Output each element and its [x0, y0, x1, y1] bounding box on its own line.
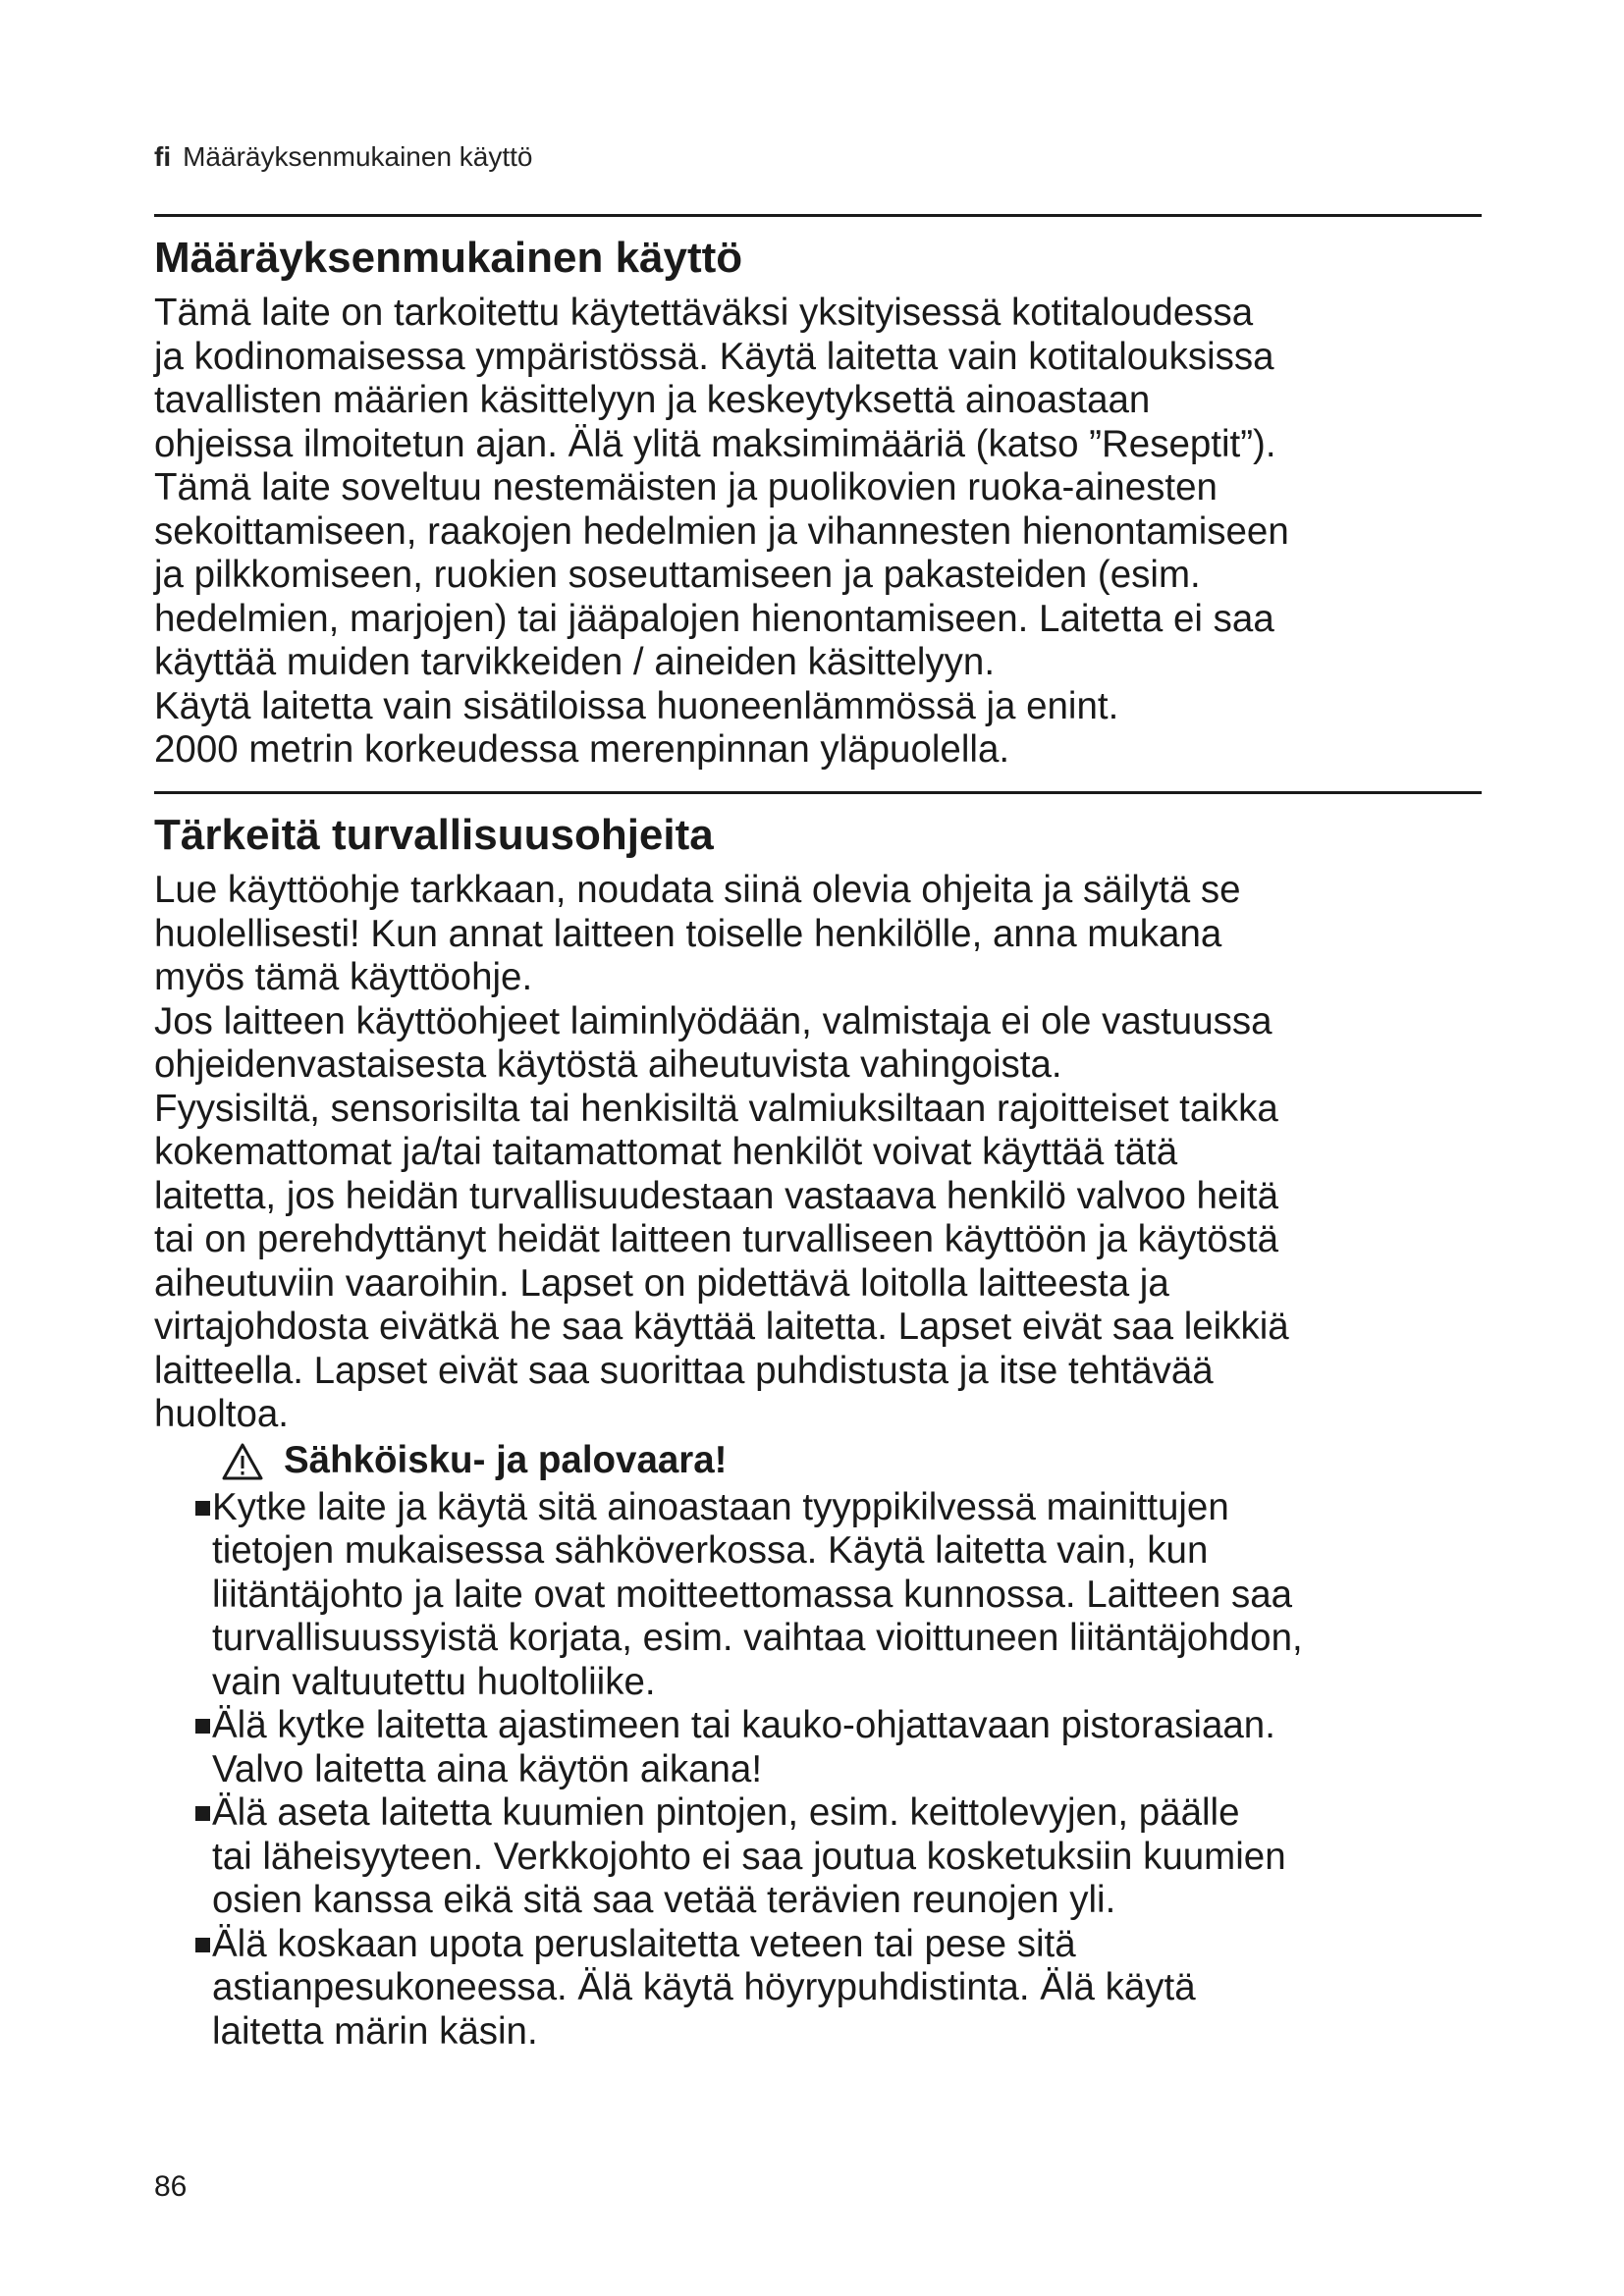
- paragraph: Jos laitteen käyttöohjeet laiminlyödään, valmistaja ei ole vastuussa ohjeidenvastaisesta käytöstä aiheutuvista vahingoista.: [154, 999, 1272, 1086]
- warning-heading: [221, 1437, 1482, 1486]
- running-header-title: Määräyksenmukainen käyttö: [183, 141, 533, 172]
- list-item: [154, 1486, 1482, 1705]
- warning-list: [154, 1486, 1482, 2055]
- paragraph: Tämä laite soveltuu nestemäisten ja puolikovien ruoka-ainesten sekoittamiseen, raakojen hedelmien ja vihannesten hienontamiseen ja pilkkomiseen, ruokien soseuttamiseen ja pakasteiden (esim. hedelmien, marjojen) tai jääpalojen hienontamiseen. Laitetta ei saa käyttää muiden tarvikkeiden / aineiden käsittelyyn.: [154, 466, 1289, 683]
- warning-title: Sähköisku- ja palovaara!: [284, 1439, 728, 1482]
- warning-triangle-icon: [221, 1442, 264, 1481]
- section-title: Määräyksenmukainen käyttö: [154, 234, 743, 282]
- language-code: fi: [154, 141, 172, 172]
- section-intended-use: [154, 214, 1482, 773]
- paragraph: Käytä laitetta vain sisätiloissa huoneenlämmössä ja enint. 2000 metrin korkeudessa merenpinnan yläpuolella.: [154, 684, 1119, 771]
- list-item: [154, 1791, 1482, 1923]
- list-item-text: Älä aseta laitetta kuumien pintojen, esim. keittolevyjen, päälle tai läheisyyteen. Verkkojohto ei saa joutua kosketuksiin kuumien osien kanssa eikä sitä saa vetää terävien reunojen yli.: [212, 1791, 1286, 1921]
- page-number: 86: [154, 2170, 188, 2203]
- section-divider: [154, 214, 1482, 217]
- section-safety-instructions: [154, 791, 1482, 2054]
- list-item: [154, 1704, 1482, 1791]
- running-header: [154, 140, 533, 174]
- paragraph: Fyysisiltä, sensorisilta tai henkisiltä valmiuksiltaan rajoitteiset taikka kokemattomat ja/tai taitamattomat henkilöt voivat käyttää tätä laitetta, jos heidän turvallisuudestaan vastaava henkilö valvoo heitä tai on perehdyttänyt heidät laitteen turvalliseen käyttöön ja käytöstä aiheutuviin vaaroihin. Lapset on pidettävä loitolla laitteesta ja virtajohdosta eivätkä he saa käyttää laitetta. Lapset eivät saa leikkiä laitteella. Lapset eivät saa suorittaa puhdistusta ja itse tehtävää huoltoa.: [154, 1087, 1289, 1435]
- bullet-square-icon: [195, 1719, 210, 1734]
- bullet-square-icon: [195, 1938, 210, 1952]
- section-divider: [154, 791, 1482, 794]
- list-item: [154, 1923, 1482, 2055]
- section-title: Tärkeitä turvallisuusohjeita: [154, 811, 714, 859]
- paragraph: Tämä laite on tarkoitettu käytettäväksi yksityisessä kotitaloudessa ja kodinomaisessa ympäristössä. Käytä laitetta vain kotitalouksissa tavallisten määrien käsittelyyn ja keskeytyksettä ainoastaan ohjeissa ilmoitetun ajan. Älä ylitä maksimimääriä (katso ”Reseptit”).: [154, 292, 1276, 465]
- bullet-square-icon: [195, 1806, 210, 1821]
- bullet-square-icon: [195, 1501, 210, 1516]
- list-item-text: Älä koskaan upota peruslaitetta veteen tai pese sitä astianpesukoneessa. Älä käytä höyrypuhdistinta. Älä käytä laitetta märin käsin.: [212, 1922, 1196, 2053]
- list-item-text: Älä kytke laitetta ajastimeen tai kauko-ohjattavaan pistorasiaan. Valvo laitetta aina käytön aikana!: [212, 1704, 1275, 1790]
- list-item-text: Kytke laite ja käytä sitä ainoastaan tyyppikilvessä mainittujen tietojen mukaisessa sähköverkossa. Käytä laitetta vain, kun liitäntäjohto ja laite ovat moitteettomassa kunnossa. Laitteen saa turvallisuussyistä korjata, esim. vaihtaa vioittuneen liitäntäjohdon, vain valtuutettu huoltoliike.: [212, 1485, 1303, 1703]
- paragraph: Lue käyttöohje tarkkaan, noudata siinä olevia ohjeita ja säilytä se huolellisesti! Kun annat laitteen toiselle henkilölle, anna mukana myös tämä käyttöohje.: [154, 869, 1241, 998]
